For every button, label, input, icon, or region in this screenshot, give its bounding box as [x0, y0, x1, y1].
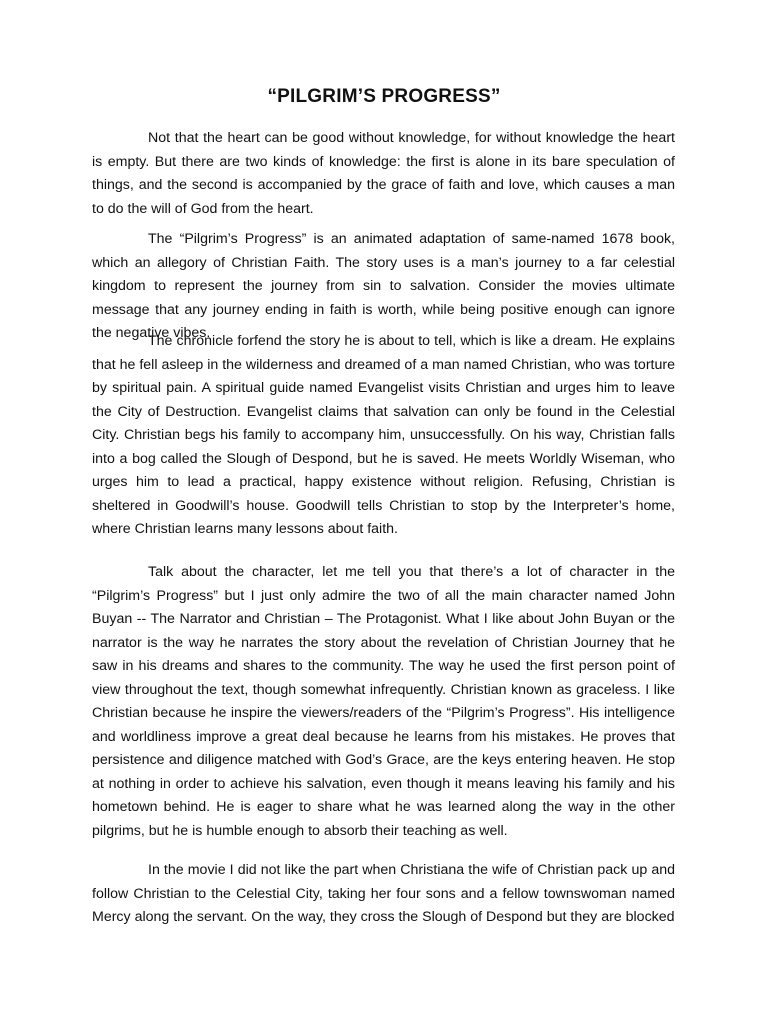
paragraph-dislike: In the movie I did not like the part when Christiana the wife of Christian pack up and follow Christian to the Celestial City, taking her four sons and a fellow townswoman named Mercy along the servant. On the way, they cross the Slough of Despond but they are blocked: [92, 862, 675, 925]
paragraph-characters: Talk about the character, let me tell you that there’s a lot of character in the “Pilgrim’s Progress” but I just only admire the two of all the main character named John Buyan -- The Narrator and Christian – The Protagonist. What I like about John Buyan or the narrator is the way he narrates the story about the revelation of Christian Journey that he saw in his dreams and shares to the community. The way he used the first person point of view throughout the text, though somewhat infrequently. Christian known as graceless. I like Christian because he inspire the viewers/readers of the “Pilgrim’s Progress”. His intelligence and worldliness improve a great deal because he learns from his mistakes. He proves that persistence and diligence matched with God’s Grace, are the keys entering heaven. He stop at nothing in order to achieve his salvation, even though it means leaving his family and his hometown behind. He is eager to share what he was learned along the way in the other pilgrims, but he is humble enough to absorb their teaching as well.: [92, 564, 675, 839]
paragraph-plot: The chronicle forfend the story he is about to tell, which is like a dream. He explains that he fell asleep in the wilderness and dreamed of a man named Christian, who was torture by spiritual pain. A spiritual guide named Evangelist visits Christian and urges him to leave the City of Destruction. Evangelist claims that salvation can only be found in the Celestial City. Christian begs his family to accompany him, unsuccessfully. On his way, Christian falls into a bog called the Slough of Despond, but he is saved. He meets Worldly Wiseman, who urges him to lead a practical, happy existence without religion. Refusing, Christian is sheltered in Goodwill’s house. Goodwill tells Christian to stop by the Interpreter’s home, where Christian learns many lessons about faith.: [92, 333, 675, 537]
paragraph-intro: Not that the heart can be good without knowledge, for without knowledge the heart is empty. But there are two kinds of knowledge: the first is alone in its bare speculation of things, and the second is accompanied by the grace of faith and love, which causes a man to do the will of God from the heart.: [92, 130, 675, 217]
paragraph-adaptation: The “Pilgrim’s Progress” is an animated adaptation of same-named 1678 book, which an allegory of Christian Faith. The story uses is a man’s journey to a far celestial kingdom to represent the journey from sin to salvation. Consider the movies ultimate message that any journey ending in faith is worth, while being positive enough can ignore the negative vibes.: [92, 231, 675, 341]
document-title: “PILGRIM’S PROGRESS”: [267, 86, 501, 107]
